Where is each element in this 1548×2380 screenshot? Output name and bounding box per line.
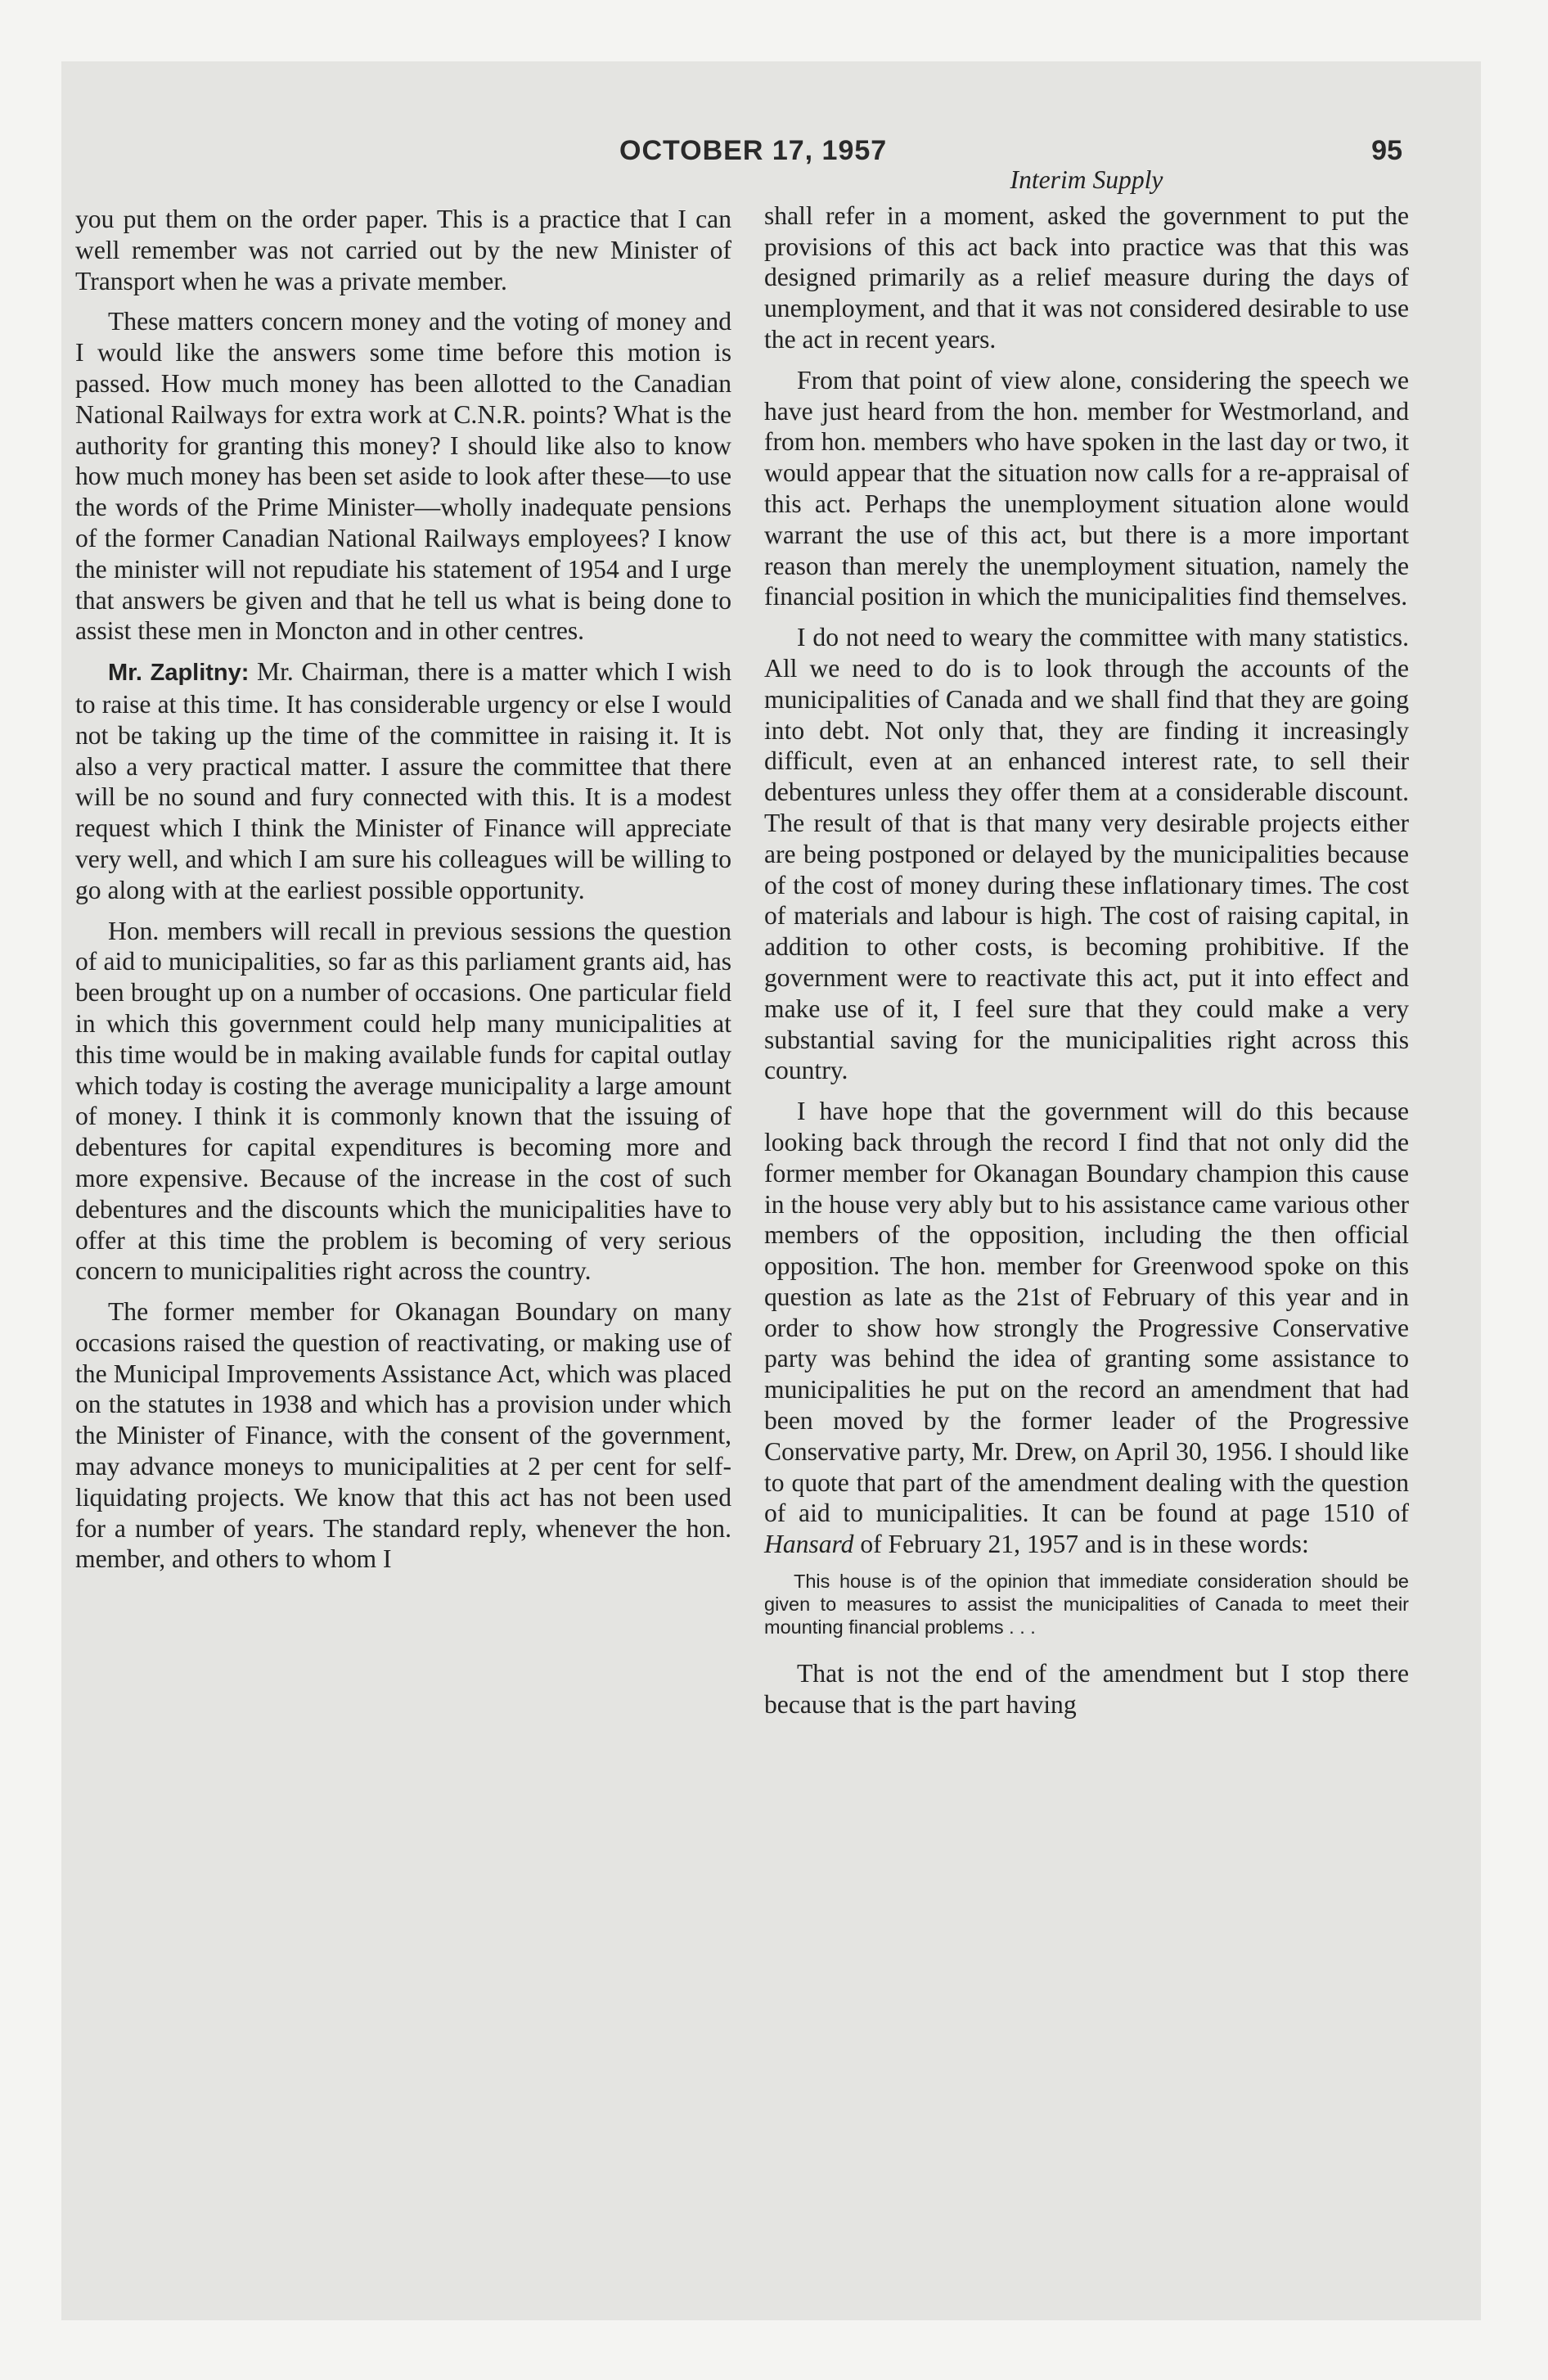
- left-paragraph-1: you put them on the order paper. This is a practice that I can well remember was not carried out by the new Minister of Transport when he was a private member.: [75, 205, 731, 295]
- left-paragraph-2: These matters concern money and the voting of money and I would like the answers some time before this motion is passed. How much money has been allotted to the Canadian National Railways for extra work at C.N.R. points? What is the authority for granting this money? I should like also to know how much money has been set aside to look after these—to use the words of the Prime Minister—wholly inadequate pensions of the former Canadian National Railways employees? I know the minister will not repudiate his statement of 1954 and I urge that answers be given and that he tell us what is being done to assist these men in Moncton and in other centres.: [75, 307, 731, 646]
- right-paragraph-4-end: of February 21, 1957 and is in these words:: [853, 1530, 1309, 1559]
- right-paragraph-5: That is not the end of the amendment but I stop there because that is the part having: [764, 1659, 1409, 1719]
- amendment-quote-text: This house is of the opinion that immediate consideration should be given to measures to assist the municipalities of Canada to meet their mounting financial problems . . .: [764, 1571, 1409, 1639]
- hansard-page: [75, 135, 1409, 2263]
- hansard-title: Hansard: [764, 1530, 854, 1559]
- right-paragraph-4: [764, 1096, 1409, 1560]
- right-paragraph-2: From that point of view alone, considering the speech we have just heard from the hon. member for Westmorland, and from hon. members who have spoken in the last day or two, it would appear that the situation now calls for a re-appraisal of this act. Perhaps the unemployment situation alone would warrant the use of this act, but there is a more important reason than merely the unemployment situation, namely the financial position in which the municipalities find themselves.: [764, 365, 1409, 611]
- right-paragraph-1: shall refer in a moment, asked the government to put the provisions of this act back into practice was that this was designed primarily as a relief measure during the days of unemployment, and that it was not considered desirable to use the act in recent years.: [764, 201, 1409, 354]
- right-column: [764, 165, 1409, 1730]
- right-paragraph-3: I do not need to weary the committee with many statistics. All we need to do is to look through the accounts of the municipalities of Canada and we shall find that they are going into debt. Not only that, they are finding it increasingly difficult, even at an enhanced interest rate, to sell their debentures unless they offer them at a considerable discount. The result of that is that many very desirable projects either are being postponed or delayed by the municipalities because of the cost of money during these inflationary times. The cost of materials and labour is high. The cost of raising capital, in addition to other costs, is becoming prohibitive. If the government were to reactivate this act, put it into effect and make use of it, I feel sure that they could make a very substantial saving for the municipalities right across this country.: [764, 623, 1409, 1085]
- right-paragraph-4-text: I have hope that the government will do this because looking back through the record I find that not only did the former member for Okanagan Boundary champion this cause in the house very ably but to his assistance came various other members of the opposition, including the then official opposition. The hon. member for Greenwood spoke on this question as late as the 21st of February of this year and in order to show how strongly the Progressive Conservative party was behind the idea of granting some assistance to municipalities he put on the record an amendment that had been moved by the former leader of the Progressive Conservative party, Mr. Drew, on April 30, 1956. I should like to quote that part of the amendment dealing with the question of aid to municipalities. It can be found at page 1510 of: [764, 1097, 1409, 1528]
- running-title: Interim Supply: [1010, 165, 1163, 194]
- amendment-quote: [764, 1570, 1409, 1639]
- left-column: [75, 204, 731, 1584]
- left-paragraph-4: Hon. members will recall in previous sessions the question of aid to municipalities, so far as this parliament grants aid, has been brought up on a number of occasions. One particular field in which this government could help many municipalities at this time would be in making available funds for capital outlay which today is costing the average municipality a large amount of money. I think it is commonly known that the issuing of debentures for capital expenditures is becoming more and more expensive. Because of the increase in the cost of such debentures and the discounts which the municipalities have to offer at this time the problem is becoming of very serious concern to municipalities right across the country.: [75, 916, 731, 1286]
- left-paragraph-3: [75, 656, 731, 905]
- speaker-name: Mr. Zaplitny:: [108, 660, 250, 687]
- page-number: 95: [1371, 135, 1402, 166]
- header-date: OCTOBER 17, 1957: [619, 135, 888, 166]
- left-paragraph-5: The former member for Okanagan Boundary on many occasions raised the question of reactivating, or making use of the Municipal Improvements Assistance Act, which was placed on the statutes in 1938 and which has a provision under which the Minister of Finance, with the consent of the government, may advance moneys to municipalities at 2 per cent for self-liquidating projects. We know that this act has not been used for a number of years. The standard reply, whenever the hon. member, and others to whom I: [75, 1297, 731, 1574]
- left-paragraph-3-text: Mr. Chairman, there is a matter which I wish to raise at this time. It has considerable urgency or else I would not be taking up the time of the committee in raising it. It is also a very practical matter. I assure the committee that there will be no sound and fury connected with this. It is a modest request which I think the Minister of Finance will appreciate very well, and which I am sure his colleagues will be willing to go along with at the earliest possible opportunity.: [75, 657, 731, 904]
